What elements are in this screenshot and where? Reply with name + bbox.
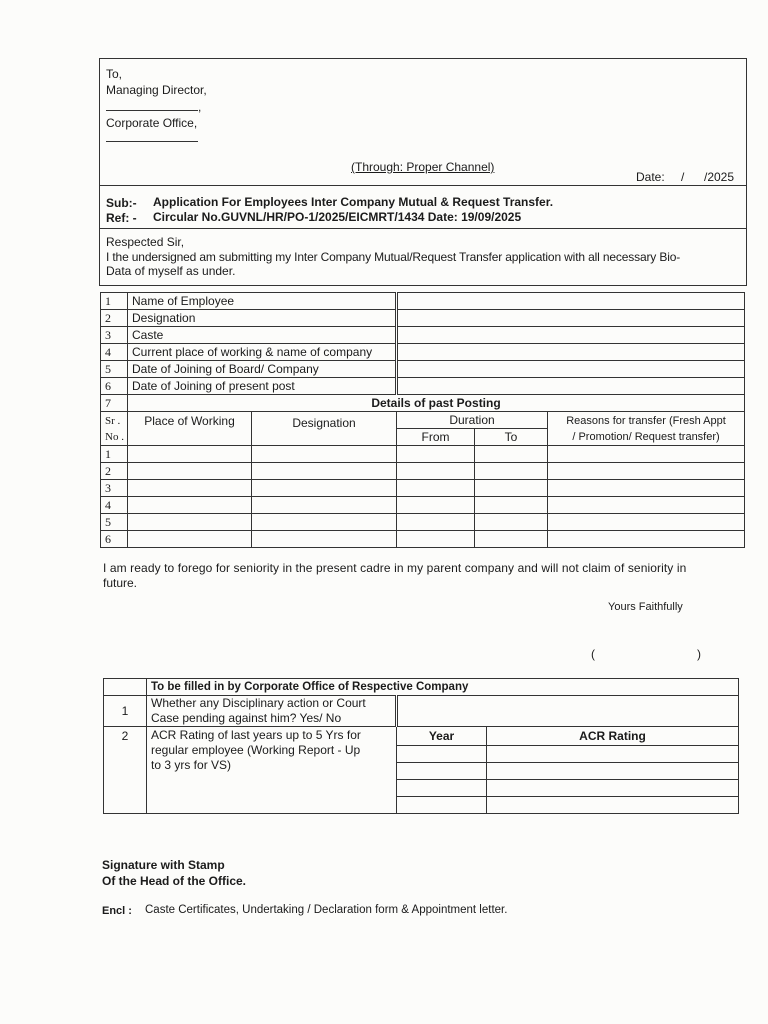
field-value-cell [397, 361, 745, 378]
addressee-suffix: , [198, 100, 202, 114]
row-number: 5 [101, 361, 128, 378]
enclosure-label: Encl : [102, 905, 132, 917]
table-header-row [101, 412, 745, 429]
col-sr-no [101, 412, 128, 446]
col-no: No . [105, 430, 124, 443]
through-channel: (Through: Proper Channel) [351, 160, 495, 174]
table-row [101, 327, 745, 344]
disciplinary-line-1: Whether any Disciplinary action or Court [151, 696, 366, 710]
signature-line-2: Of the Head of the Office. [102, 874, 247, 888]
table-row [101, 344, 745, 361]
row-number: 1 [101, 446, 128, 463]
header-box [99, 58, 747, 286]
table-row [101, 310, 745, 327]
field-value-cell [397, 310, 745, 327]
col-designation: Designation [252, 412, 397, 446]
table-row [101, 463, 745, 480]
field-label: Date of Joining of present post [128, 378, 397, 395]
signature-line-1: Signature with Stamp [102, 858, 225, 872]
row-number: 5 [101, 514, 128, 531]
ref-label: Ref: - [106, 211, 137, 225]
col-duration: Duration [397, 412, 548, 429]
disciplinary-answer-cell [397, 696, 739, 727]
addressee-blank [106, 98, 201, 114]
declaration-line-2: future. [103, 576, 138, 590]
blank-cell [104, 679, 147, 696]
date-label: Date: [636, 170, 665, 184]
office-label: Corporate Office, [106, 116, 198, 130]
row-number: 2 [104, 727, 147, 814]
acr-question [147, 727, 397, 814]
col-sr: Sr . [105, 414, 121, 427]
table-row [101, 378, 745, 395]
row-number: 2 [101, 310, 128, 327]
date-separator: / [681, 170, 685, 184]
divider [100, 228, 746, 229]
col-acr-rating: ACR Rating [487, 727, 739, 746]
field-label: Current place of working & name of company [128, 344, 397, 361]
field-value-cell [397, 327, 745, 344]
row-number: 6 [101, 531, 128, 548]
table-row [101, 293, 745, 310]
row-number: 2 [101, 463, 128, 480]
disciplinary-question [147, 696, 397, 727]
corporate-office-table [103, 678, 739, 814]
row-number: 3 [101, 327, 128, 344]
row-number: 6 [101, 378, 128, 395]
table-row [101, 497, 745, 514]
disciplinary-line-2: Case pending against him? Yes/ No [151, 711, 342, 725]
name-paren-open: ( [591, 647, 595, 661]
to-label: To, [106, 67, 123, 81]
field-label: Designation [128, 310, 397, 327]
intro-line-2: Data of myself as under. [106, 264, 236, 278]
office-table-title: To be filled in by Corporate Office of Respective Company [147, 679, 739, 696]
ref-text: Circular No.GUVNL/HR/PO-1/2025/EICMRT/1434 Date: 19/09/2025 [153, 210, 522, 224]
sub-text: Application For Employees Inter Company Mutual & Request Transfer. [153, 195, 554, 209]
sub-label: Sub:- [106, 196, 137, 210]
row-number: 4 [101, 497, 128, 514]
col-reasons-line-2: / Promotion/ Request transfer) [572, 430, 720, 443]
intro-line-1: I the undersigned am submitting my Inter Company Mutual/Request Transfer application with all necessary Bio- [106, 250, 681, 264]
table-header-row [104, 679, 739, 696]
salutation: Respected Sir, [106, 235, 185, 249]
table-row [101, 480, 745, 497]
table-row [101, 361, 745, 378]
field-label: Date of Joining of Board/ Company [128, 361, 397, 378]
acr-line-2: regular employee (Working Report - Up [151, 743, 361, 757]
acr-line-1: ACR Rating of last years up to 5 Yrs for [151, 728, 361, 742]
enclosure-text: Caste Certificates, Undertaking / Declaration form & Appointment letter. [145, 904, 508, 916]
col-year: Year [397, 727, 487, 746]
declaration-line-1: I am ready to forego for seniority in the present cadre in my parent company and will not claim of seniority in [103, 561, 687, 575]
field-label: Name of Employee [128, 293, 397, 310]
blank-line [106, 98, 198, 111]
addressee: Managing Director, [106, 83, 207, 97]
field-value-cell [397, 344, 745, 361]
row-number: 4 [101, 344, 128, 361]
row-number: 7 [101, 395, 128, 412]
field-label: Caste [128, 327, 397, 344]
past-posting-title: Details of past Posting [128, 395, 745, 412]
field-value-cell [397, 378, 745, 395]
col-from: From [397, 429, 475, 446]
col-place-of-working: Place of Working [128, 412, 252, 446]
table-row [101, 446, 745, 463]
row-number: 3 [101, 480, 128, 497]
row-number: 1 [104, 696, 147, 727]
table-row [101, 395, 745, 412]
closing-yours-faithfully: Yours Faithfully [608, 601, 683, 613]
field-value-cell [397, 293, 745, 310]
name-paren-close: ) [697, 647, 701, 661]
bio-data-table [100, 292, 745, 548]
office-blank-line [106, 141, 198, 142]
table-row [104, 727, 739, 746]
acr-line-3: to 3 yrs for VS) [151, 758, 232, 772]
divider [100, 185, 746, 186]
table-row [104, 696, 739, 727]
table-row [101, 531, 745, 548]
table-row [101, 514, 745, 531]
row-number: 1 [101, 293, 128, 310]
col-reasons-line-1: Reasons for transfer (Fresh Appt [566, 414, 726, 427]
col-reasons [548, 412, 745, 446]
date-year: /2025 [704, 170, 735, 184]
col-to: To [475, 429, 548, 446]
